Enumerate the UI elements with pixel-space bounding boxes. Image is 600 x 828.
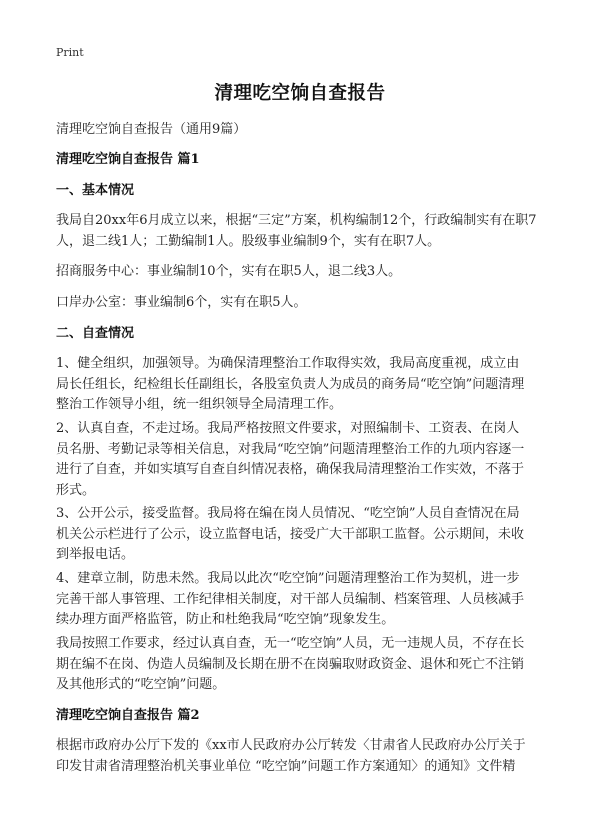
conclusion-paragraph: 我局按照工作要求，经过认真自查，无一“吃空饷”人员，无一违规人员，不存在长 期在编不在岗、伪造人员编制及长期在册不在岗骗取财政资金、退休和死亡不注销 及其他形式的“吃空饷”问题。 bbox=[56, 636, 525, 692]
service-center-paragraph: 招商服务中心：事业编制10个，实有在职5人，退二线3人。 bbox=[56, 264, 402, 279]
item-2-paragraph: 2、认真自查，不走过场。我局严格按照文件要求，对照编制卡、工资表、在岗人 员名册、考勤记录等相关信息，对我局“吃空饷”问题清理整治工作的九项内容逐一 进行了自查，并如实填写自查自纠情况表格，确保我局清理整治工作实效，不落于 形式。 bbox=[56, 421, 525, 498]
port-office-paragraph: 口岸办公室：事业编制6个，实有在职5人。 bbox=[56, 295, 307, 310]
item-1-paragraph: 1、健全组织，加强领导。为确保清理整治工作取得实效，我局高度重视，成立由 局长任组长，纪检组长任副组长，各股室负责人为成员的商务局“吃空饷”问题清理 整治工作领导小组，统一组织领导全局清理工作。 bbox=[56, 356, 525, 412]
document-subtitle: 清理吃空饷自查报告（通用9篇） bbox=[56, 122, 247, 137]
section2-heading: 二、自查情况 bbox=[56, 326, 135, 341]
item-3-paragraph: 3、公开公示，接受监督。我局将在编在岗人员情况、“吃空饷”人员自查情况在局 机关公示栏进行了公示，设立监督电话，接受广大干部职工监督。公示期间，未收 到举报电话。 bbox=[56, 506, 525, 562]
document-title: 清理吃空饷自查报告 bbox=[214, 83, 386, 104]
section1-heading: 一、基本情况 bbox=[56, 183, 135, 198]
print-link[interactable]: Print bbox=[56, 46, 84, 59]
basic-info-paragraph: 我局自20xx年6月成立以来，根据“三定”方案，机构编制12个，行政编制实有在职7 人，退二线1人；工勤编制1人。股级事业编制9个，实有在职7人。 bbox=[56, 213, 537, 249]
article1-heading: 清理吃空饷自查报告 篇1 bbox=[56, 152, 200, 167]
article2-paragraph: 根据市政府办公厅下发的《xx市人民政府办公厅转发〈甘肃省人民政府办公厅关于 印发甘肃省清理整治机关事业单位 “吃空饷”问题工作方案通知〉的通知》文件精 bbox=[56, 738, 526, 774]
article2-heading: 清理吃空饷自查报告 篇2 bbox=[56, 708, 200, 723]
item-4-paragraph: 4、建章立制，防患未然。我局以此次“吃空饷”问题清理整治工作为契机，进一步 完善干部人事管理、工作纪律相关制度，对干部人员编制、档案管理、人员核减手 续办理方面严格监管，防止和杜绝我局“吃空饷”现象发生。 bbox=[56, 571, 525, 627]
